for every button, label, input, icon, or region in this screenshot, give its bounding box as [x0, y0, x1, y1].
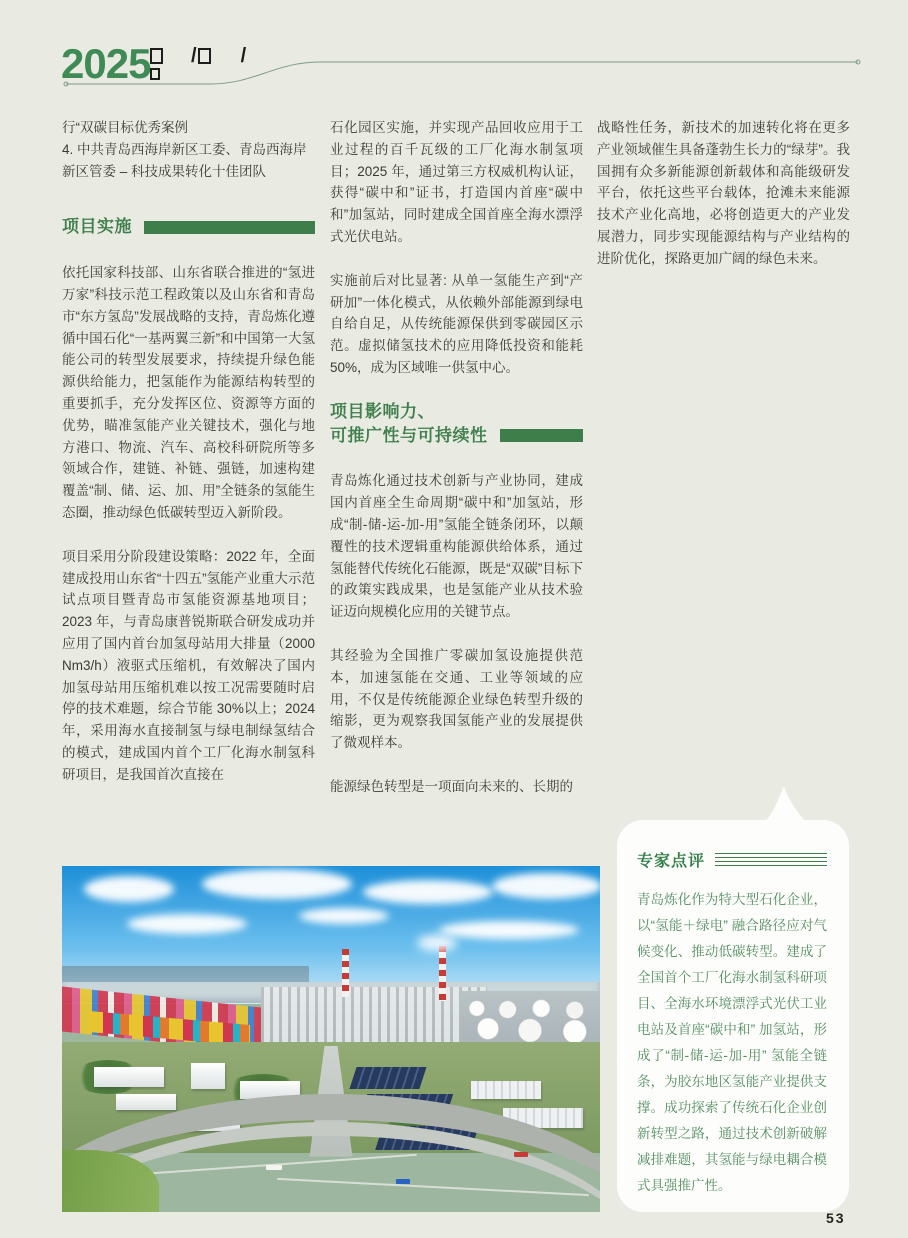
photo-cloud: [363, 880, 493, 904]
body-paragraph: 依托国家科技部、山东省联合推进的“氢进万家”科技示范工程政策以及山东省和青岛市“东方氢岛”发展战略的支持，青岛炼化遵循中国石化“一基两翼三新”和中国第一大氢能公司的转型发展要求，持续提升绿色能源供给能力，把氢能作为能源结构转型的重要抓手，充分发挥区位、资源等方面的优势，瞄准氢能产业关键技术，强化与地方港口、物流、汽车、高校科研院所等多领域合作，建链、补链、强链，加速构建覆盖“制、储、运、加、用”全链条的氢能生态圈，推动绿色低碳转型迈入新阶段。: [62, 265, 315, 520]
page-number: 53: [826, 1210, 846, 1226]
body-paragraph: 项目采用分阶段建设策略：2022 年，全面建成投用山东省“十四五”氢能产业重大示范试点项目暨青岛市氢能资源基地项目；2023 年，与青岛康普锐斯联合研发成功并应用了国内首台加氢母站用大排量（2000 Nm3/h）液驱式压缩机，有效解决了国内加氢母站用压缩机难以按工况需要随时启停的技术难题，综合节能 30%以上；2024 年，采用海水直接制氢与绿电制绿氢结合的模式，建成国内首个工厂化海水制氢科研项目，是我国首次直接在: [62, 548, 315, 782]
section-title-bar: [144, 221, 315, 234]
text-column-1: [62, 117, 315, 808]
section-header-impact-line2: [330, 425, 583, 447]
photo-cloud: [299, 908, 389, 924]
expert-comment-card: [617, 820, 849, 1212]
slash-glyph-icon: /: [240, 45, 247, 67]
section-header-implementation: [62, 216, 315, 238]
slash-tofu-glyph-icon: /: [191, 48, 211, 64]
section-title: 项目实施: [62, 217, 132, 237]
photo-truck: [266, 1165, 282, 1170]
section-title: 可推广性与可持续性: [330, 425, 488, 445]
photo-warehouse: [471, 1081, 541, 1099]
photo-refinery-structures: [261, 987, 487, 1049]
photo-storage-tanks: [460, 991, 600, 1050]
photo-truck: [514, 1152, 528, 1157]
text-column-3: [597, 117, 850, 292]
photo-solar-array: [349, 1067, 426, 1089]
section-header-impact-line1: 项目影响力、: [330, 401, 435, 421]
award-line: 新区管委 – 科技成果转化十佳团队: [62, 163, 267, 179]
award-line: 行“双碳目标优秀案例: [62, 120, 188, 135]
expert-comment-header: [637, 848, 827, 871]
photo-building: [116, 1094, 176, 1110]
photo-building: [94, 1067, 164, 1087]
photo-chimney: [342, 949, 349, 997]
body-paragraph: 战略性任务，新技术的加速转化将在更多产业领域催生具备蓬勃生长力的“绿芽”。我国拥有众多新能源创新载体和高能级研发平台，依托这些平台载体，抢滩未来能源技术产业化高地，必将创造更大的产业发展潜力，同步实现能源结构与产业结构的进阶优化，探路更加广阔的绿色未来。: [597, 120, 850, 266]
triple-line-icon: [715, 853, 827, 866]
body-paragraph: 石化园区实施，并实现产品回收应用于工业过程的百千瓦级的工厂化海水制氢项目；2025 年，通过第三方权威机构认证，获得“碳中和”证书，打造国内首座“碳中和”加氢站，同时建成全国首座全海水漂浮式光伏电站。: [330, 120, 583, 244]
expert-comment-body: 青岛炼化作为特大型石化企业，以“氢能＋绿电” 融合路径应对气候变化、推动低碳转型。建成了全国首个工厂化海水制氢科研项目、全海水环境漂浮式光伏工业电站及首座“碳中和” 加氢站，形成了“制-储-运-加-用” 氢能全链条，为胶东地区氢能产业提供支撑。成功探索了传统石化企业创新转型之路，通过技术创新破解减排难题，其氢能与绿电耦合模式具强推广性。: [637, 892, 827, 1193]
body-paragraph: 青岛炼化通过技术创新与产业协同，建成国内首座全生命周期“碳中和”加氢站，形成“制-储-运-加-用”氢能全链条闭环，以颠覆性的技术逻辑重构能源供给体系，通过氢能替代传统化石能源，既是“双碳”目标下的政策实践成果，也是氢能产业从技术验证迈向规模化应用的关键节点。: [330, 473, 583, 620]
body-paragraph: 能源绿色转型是一项面向未来的、长期的: [330, 778, 573, 794]
year-heading: 2025: [61, 40, 151, 87]
photo-cloud: [492, 873, 600, 899]
body-paragraph: 实施前后对比显著: 从单一氢能生产到“产研加”一体化模式，从依赖外部能源到绿电自给自足，从传统能源保供到零碳园区示范。虚拟储氢技术的应用降低投资和能耗 50%，成为区域唯一供氢中心。: [330, 272, 583, 375]
award-list-continued: [62, 117, 315, 182]
section-title-bar: [500, 429, 584, 442]
photo-chimney: [439, 946, 446, 1001]
aerial-industrial-park-photo: [62, 866, 600, 1212]
award-line: 4. 中共青岛西海岸新区工委、青岛西海岸: [62, 141, 307, 157]
text-column-2: [330, 117, 583, 820]
expert-comment-title: 专家点评: [637, 853, 706, 870]
speech-bubble-tail: [763, 785, 807, 821]
body-paragraph: 其经验为全国推广零碳加氢设施提供范本，加速氢能在交通、工业等领域的应用，不仅是传统能源企业绿色转型升级的缩影，更为观察我国氢能产业的发展提供了微观样本。: [330, 647, 583, 751]
photo-truck: [396, 1179, 410, 1184]
header-decorative-line: [0, 0, 908, 110]
photo-building: [191, 1063, 225, 1089]
